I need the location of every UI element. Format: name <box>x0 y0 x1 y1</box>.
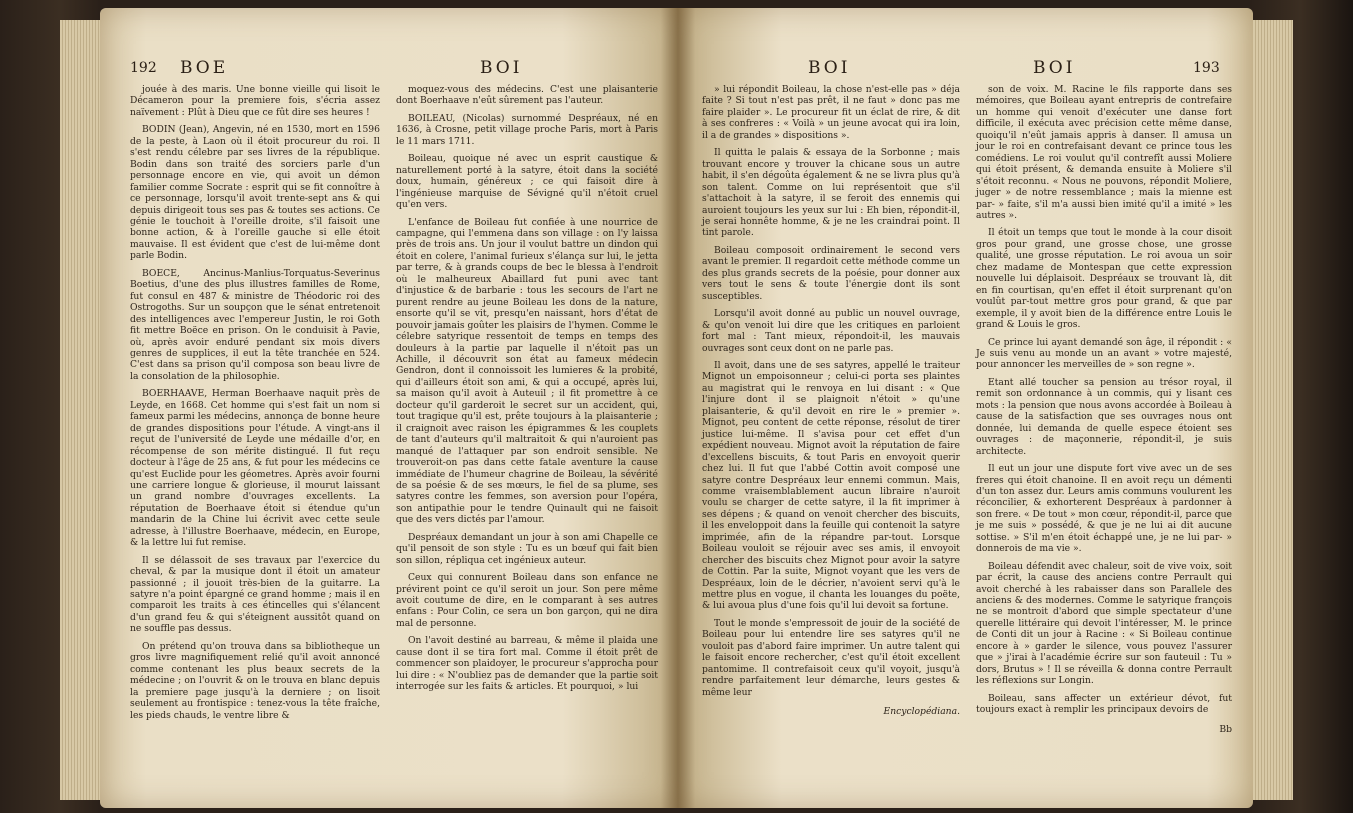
paragraph: Il eut un jour une dispute fort vive avec un de ses freres qui étoit chanoine. Il en avoit reçu un démenti d'un ton assez dur. Leurs amis communs voulurent les réconcilier, & exhorterent Despréaux à pardonner à son frere. « De tout » mon cœur, répondit-il, parce que je me suis » possédé, & que je ne lui ai dit aucune sottise. » S'il m'en étoit échappé une, je ne lui par- » donnerois de ma vie ». <box>976 463 1232 555</box>
left-column-2 <box>396 84 658 699</box>
paragraph: Il se délassoit de ses travaux par l'exercice du cheval, & par la musique dont il étoit un amateur passionné ; il jouoit très-bien de la guitarre. La satyre n'a point épargné ce grand homme ; mais il en comparoit les traits à ces étincelles qui s'élancent d'un grand feu & qui s'éteignent aussitôt quand on ne souffle pas dessus. <box>130 554 380 635</box>
paragraph: Boileau, sans affecter un extérieur dévot, fut toujours exact à remplir les principaux devoirs de <box>976 692 1232 716</box>
paragraph: Il étoit un temps que tout le monde à la cour disoit gros pour grand, une grosse chose, une grosse qualité, une grosse réputation. Le roi avoua un soir chez madame de Montespan que cette expression nouvelle lui déplaisoit. Despréaux se trouvant là, dit en fin courtisan, qu'en effet il étoit surprenant qu'on voulût par-tout mettre gros pour grand, & que par exemple, il y avoit bien de la différence entre Louis le grand & Louis le gros. <box>976 227 1232 331</box>
left-page-number: 192 <box>130 60 157 76</box>
right-page-number: 193 <box>1193 60 1220 76</box>
paragraph: Ceux qui connurent Boileau dans son enfance ne prévirent point ce qu'il seroit un jour. Son pere même avoit coutume de dire, en le comparant à ses autres enfans : Pour Colin, ce sera un bon garçon, qui ne dira mal de personne. <box>396 572 658 629</box>
left-column-1 <box>130 84 380 727</box>
left-page <box>100 8 678 808</box>
right-page <box>678 8 1253 808</box>
paragraph: Ce prince lui ayant demandé son âge, il répondit : « Je suis venu au monde un an avant » votre majesté, pour annoncer les merveilles de » son regne ». <box>976 336 1232 371</box>
paragraph: Boileau défendit avec chaleur, soit de vive voix, soit par écrit, la cause des anciens contre Perrault qui avoit cherché à les rabaisser dans son Parallele des anciens & des modernes. Comme le satyrique françois ne se montroit d'abord que simple spectateur d'une querelle littéraire qui devoit l'intéresser, M. le prince de Conti dit un jour à Racine : « Si Boileau continue encore à » garder le silence, vous pouvez l'assurer que » j'irai à l'académie écrire sur son fauteuil : Tu » dors, Brutus » ! Il se réveilla & donna contre Perrault les réflexions sur Longin. <box>976 560 1232 687</box>
paragraph: Boileau composoit ordinairement le second vers avant le premier. Il regardoit cette méthode comme un des plus grands secrets de la poésie, pour donner aux vers tout le sens & toute l'énergie dont ils sont susceptibles. <box>702 244 960 302</box>
left-page-edges <box>60 20 100 800</box>
paragraph: Il quitta le palais & essaya de la Sorbonne ; mais trouvant encore y trouver la chicane sous un autre habit, il s'en dégoûta également & ne se livra plus qu'à son talent. Comme on lui représentoit que s'il s'attachoit à la satyre, il se feroit des ennemis qui auroient toujours les yeux sur lui : Eh bien, répondit-il, je serai honnête homme, & je ne les craindrai point. Il tint parole. <box>702 147 960 239</box>
paragraph: BODIN (Jean), Angevin, né en 1530, mort en 1596 de la peste, à Laon où il étoit procureur du roi. Il s'est rendu célebre par ses livres de la république. Bodin dans son traité des sorciers parle d'un personnage encore en vie, qui avoit un démon familier comme Socrate : esprit qui se fit connoître à ce personnage, lorsqu'il avoit trente-sept ans & qui depuis dirigeoit tous ses pas & toutes ses actions. Ce génie le touchoit à l'oreille droite, s'il faisoit une bonne action, & à l'oreille gauche si elle étoit mauvaise. Il est évident que c'est de lui-même dont parle Bodin. <box>130 124 380 262</box>
paragraph: Lorsqu'il avoit donné au public un nouvel ouvrage, & qu'on venoit lui dire que les critiques en parloient fort mal : Tant mieux, répondoit-il, les mauvais ouvrages sont ceux dont on ne parle pas. <box>702 308 960 354</box>
right-running-head-center: BOI <box>808 58 851 78</box>
right-column-2 <box>976 84 1232 735</box>
paragraph: BOERHAAVE, Herman Boerhaave naquit près de Leyde, en 1668. Cet homme qui s'est fait un nom si fameux parmi les médecins, annonça de bonne heure de grandes dispositions pour l'étude. A vingt-ans il reçut de l'université de Leyde une médaille d'or, en récompense de son mérite distingué. Il fut reçu docteur à l'âge de 25 ans, & fut pour les médecins ce qu'est Euclide pour les géometres. Après avoir fourni une carriere longue & glorieuse, il mourut laissant un grand nombre d'ouvrages excellents. La réputation de Boerhaave étoit si étendue qu'un mandarin de la Chine lui écrivit avec cette seule adresse, à l'illustre Boerhaave, médecin, en Europe, & la lettre lui fut remise. <box>130 388 380 549</box>
right-page-edges <box>1253 20 1293 800</box>
left-running-head-center: BOI <box>480 58 523 78</box>
paragraph: Boileau, quoique né avec un esprit caustique & naturellement porté à la satyre, étoit dans la société doux, humain, généreux ; ce qui faisoit dire à l'ingénieuse marquise de Sévigné qu'il n'étoit cruel qu'en vers. <box>396 153 658 211</box>
signature-line: Encyclopédiana. <box>883 706 960 718</box>
paragraph: Etant allé toucher sa pension au trésor royal, il remit son ordonnance à un commis, qui y lisant ces mots : la pension que nous avons accordée à Boileau à cause de la satisfaction que ses ouvrages nous ont donnée, lui demanda de quelle espece étoient ses ouvrages : de maçonnerie, répondit-il, je suis architecte. <box>976 376 1232 457</box>
paragraph: jouée à des maris. Une bonne vieille qui lisoit le Décameron pour la premiere fois, s'écria assez naïvement : Plût à Dieu que ce fût dire ses heures ! <box>130 84 380 118</box>
paragraph: On l'avoit destiné au barreau, & même il plaida une cause dont il se tira fort mal. Comme il étoit prêt de commencer son plaidoyer, le procureur s'approcha pour lui dire : « N'oubliez pas de demander que la partie soit interrogée sur les faits & articles. Et pourquoi, » lui <box>396 635 658 693</box>
signature-mark: Bb <box>1219 723 1232 735</box>
paragraph: Il avoit, dans une de ses satyres, appellé le traiteur Mignot un empoisonneur ; celui-ci porta ses plaintes au magistrat qui le renvoya en lui disant : « Que l'injure dont il se plaignoit n'étoit » qu'une plaisanterie, & qu'il devoit en rire le » premier ». Mignot, peu content de cette réponse, résolut de tirer justice lui-même. Il s'avisa pour cet effet d'un expédient nouveau. Mignot avoit la réputation de faire d'excellens biscuits, & tout Paris en envoyoit querir chez lui. Il fut que l'abbé Cottin avoit composé une satyre contre Despréaux leur ennemi commun. Mais, comme vraisemblablement aucun libraire n'auroit voulu se charger de cette satyre, il la fit imprimer à ses dépens ; & quand on venoit chercher des biscuits, il les enveloppoit dans la feuille qui contenoit la satyre imprimée, afin de la répandre par-tout. Lorsque Boileau vouloit se réjouir avec ses amis, il envoyoit chercher des biscuits chez Mignot pour avoir la satyre de Cottin. Par la suite, Mignot voyant que les vers de Despréaux, loin de le décrier, n'avoient servi qu'à le mettre plus en vogue, il chanta les louanges du poëte, & lui avoua plus d'une fois qu'il lui devoit sa fortune. <box>702 359 960 612</box>
paragraph: moquez-vous des médecins. C'est une plaisanterie dont Boerhaave n'eût sûrement pas l'auteur. <box>396 84 658 107</box>
paragraph: Despréaux demandant un jour à son ami Chapelle ce qu'il pensoit de son style : Tu es un bœuf qui fait bien son sillon, répliqua cet ingénieux auteur. <box>396 531 658 566</box>
paragraph: L'enfance de Boileau fut confiée à une nourrice de campagne, qui l'emmena dans son village : on l'y laissa près de trois ans. Un jour il voulut battre un dindon qui étoit en colere, l'animal furieux s'élança sur lui, le jetta par terre, & à grands coups de bec le blessa à l'endroit où le malheureux Abaillard fut puni avec tant d'injustice & de barbarie : tous les secours de l'art ne purent rendre au jeune Boileau les dons de la nature, ensorte qu'il se vit, presqu'en naissant, hors d'état de pouvoir jamais goûter les plaisirs de l'hymen. Comme le célebre satyrique ressentoit de temps en temps des douleurs à la partie par laquelle il n'étoit pas un Achille, il découvrit son état au fameux médecin Gendron, dont il connoissoit les lumieres & la probité, qui d'ailleurs étoit son ami, & qui a occupé, après lui, sa maison qu'il avoit à Auteuil ; il fit promettre à ce docteur qu'il garderoit le secret sur un accident, qui, tout tragique qu'il est, prête toujours à la plaisanterie ; il craignoit avec raison les épigrammes & les couplets de tant d'auteurs qu'il maltraitoit & qui n'auroient pas manqué de l'attaquer par son endroit sensible. Ne trouveroit-on pas dans cette fatale aventure la cause immédiate de l'humeur chagrine de Boileau, la sévérité de sa poésie & de ses mœurs, le fiel de sa plume, ses satyres contre les femmes, son aversion pour l'opéra, son antipathie pour le tendre Quinault qui ne faisoit que des vers dictés par l'amour. <box>396 216 658 526</box>
paragraph: BOECE, Ancinus-Manlius-Torquatus-Severinus Boetius, d'une des plus illustres familles de Rome, fut consul en 487 & ministre de Théodoric roi des Ostrogoths. Sur un soupçon que le sénat entretenoit des intelligences avec l'empereur Justin, le roi Goth fit mettre Boëce en prison. On le conduisit à Pavie, où, après avoir enduré pendant six mois divers genres de supplices, il eut la tête tranchée en 524. C'est dans sa prison qu'il composa son beau livre de la consolation de la philosophie. <box>130 267 380 382</box>
paragraph: On prétend qu'on trouva dans sa bibliotheque un gros livre magnifiquement relié qu'il avoit annoncé comme contenant les plus beaux secrets de la médecine ; on l'ouvrit & on le trouva en blanc depuis la premiere page jusqu'à la derniere ; on lisoit seulement au frontispice : tenez-vous la tête fraîche, les pieds chauds, le ventre libre & <box>130 640 380 721</box>
right-running-head: BOI <box>1033 58 1076 78</box>
paragraph: Tout le monde s'empressoit de jouir de la société de Boileau pour lui entendre lire ses satyres qu'il ne vouloit pas d'abord faire imprimer. Un autre talent qui le faisoit encore rechercher, c'est qu'il étoit excellent pantomime. Il contrefaisoit ceux qu'il voyoit, jusqu'à rendre parfaitement leur démarche, leurs gestes & même leur <box>702 617 960 698</box>
paragraph: BOILEAU, (Nicolas) surnommé Despréaux, né en 1636, à Crosne, petit village proche Paris, mort à Paris le 11 mars 1711. <box>396 112 658 147</box>
paragraph: son de voix. M. Racine le fils rapporte dans ses mémoires, que Boileau ayant entrepris de contrefaire un homme qui venoit d'exécuter une danse fort difficile, il exécuta avec précision cette même danse, quoiqu'il n'eût jamais appris à danser. Il amusa un jour le roi en contrefaisant devant ce prince tous les comédiens. Le roi voulut qu'il contrefît aussi Moliere qui étoit présent, & demanda ensuite à Moliere s'il s'étoit reconnu. « Nous ne pouvons, répondit Moliere, juger » de notre ressemblance ; mais la mienne est par- » faite, s'il m'a aussi bien imité qu'il a imité » les autres ». <box>976 84 1232 221</box>
paragraph: » lui répondit Boileau, la chose n'est-elle pas » déja faite ? Si tout n'est pas prêt, il ne faut » donc pas me faire plaider ». Le procureur fit un éclat de rire, & dit à ses confreres : « Voilà » un jeune avocat qui ira loin, il a de grandes » dispositions ». <box>702 84 960 141</box>
left-running-head: BOE <box>180 58 229 78</box>
right-column-1 <box>702 84 960 718</box>
